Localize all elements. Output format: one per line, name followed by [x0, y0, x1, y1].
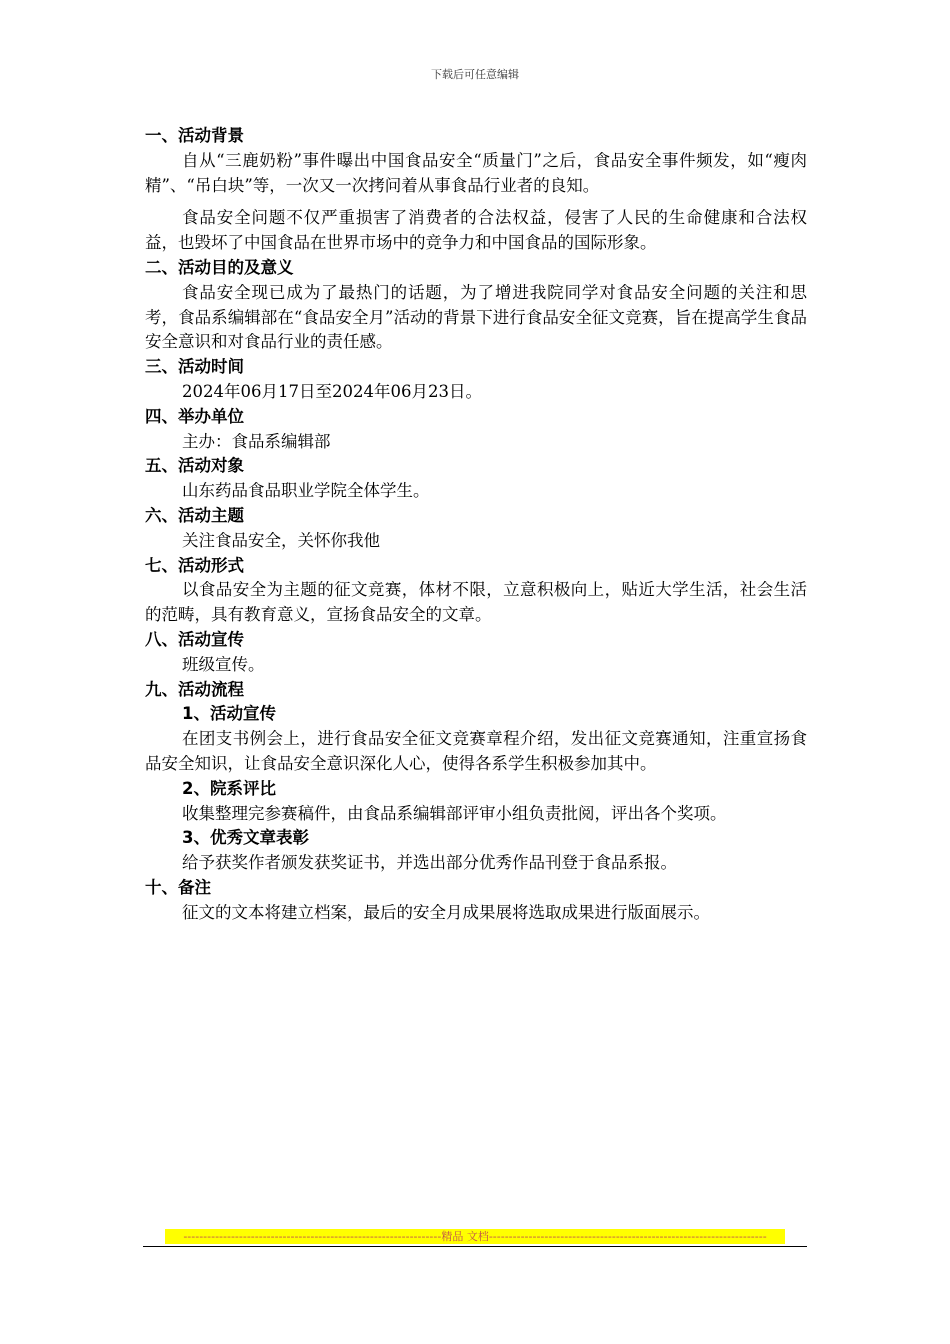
heading-purpose: 二、活动目的及意义: [145, 257, 294, 277]
paragraph-time: 2024年06月17日至2024年06月23日。: [182, 381, 482, 401]
heading-organizer: 四、举办单位: [145, 406, 244, 426]
heading-process: 九、活动流程: [145, 679, 244, 699]
heading-format: 七、活动形式: [145, 555, 244, 575]
paragraph-organizer: 主办：食品系编辑部: [182, 431, 331, 451]
paragraph-process-2: 收集整理完参赛稿件，由食品系编辑部评审小组负责批阅，评出各个奖项。: [182, 803, 727, 823]
subheading-process-1: 1、活动宣传: [182, 704, 276, 724]
document-body: [145, 124, 807, 926]
paragraph-process-3: 给予获奖作者颁发获奖证书，并选出部分优秀作品刊登于食品系报。: [182, 853, 677, 873]
paragraph-background-2: 食品安全问题不仅严重损害了消费者的合法权益，侵害了人民的生命健康和合法权益，也毁坏了中国食品在世界市场中的竞争力和中国食品的国际形象。: [145, 208, 807, 253]
heading-audience: 五、活动对象: [145, 456, 244, 476]
heading-promotion: 八、活动宣传: [145, 629, 244, 649]
paragraph-format: 以食品安全为主题的征文竞赛，体材不限，立意积极向上，贴近大学生活，社会生活的范畴，具有教育意义，宣扬食品安全的文章。: [145, 580, 807, 625]
paragraph-background-1: 自从“三鹿奶粉”事件曝出中国食品安全“质量门”之后，食品安全事件频发，如“瘦肉精”、“吊白块”等，一次又一次拷问着从事食品行业者的良知。: [145, 150, 807, 195]
paragraph-process-1: 在团支书例会上，进行食品安全征文竞赛章程介绍，发出征文竞赛通知，注重宣扬食品安全知识，让食品安全意识深化人心，使得各系学生积极参加其中。: [145, 729, 807, 773]
header-note: 下载后可任意编辑: [431, 68, 519, 81]
footer-divider: [143, 1246, 807, 1247]
footer-label: -----------------------------------------------------------------精品 文档----------------------------------------------------------------------: [165, 1229, 785, 1244]
subheading-process-2: 2、院系评比: [182, 778, 276, 798]
paragraph-purpose: 食品安全现已成为了最热门的话题，为了增进我院同学对食品安全问题的关注和思考，食品系编辑部在“食品安全月”活动的背景下进行食品安全征文竞赛，旨在提高学生食品安全意识和对食品行业的责任感。: [145, 282, 807, 352]
paragraph-audience: 山东药品食品职业学院全体学生。: [182, 481, 430, 501]
heading-time: 三、活动时间: [145, 357, 244, 377]
heading-background: 一、活动背景: [145, 126, 244, 145]
paragraph-theme: 关注食品安全，关怀你我他: [182, 530, 380, 550]
paragraph-remarks: 征文的文本将建立档案，最后的安全月成果展将选取成果进行版面展示。: [182, 902, 710, 922]
paragraph-promotion: 班级宣传。: [182, 654, 265, 674]
heading-theme: 六、活动主题: [145, 505, 244, 525]
heading-remarks: 十、备注: [145, 877, 211, 897]
subheading-process-3: 3、优秀文章表彰: [182, 828, 309, 848]
